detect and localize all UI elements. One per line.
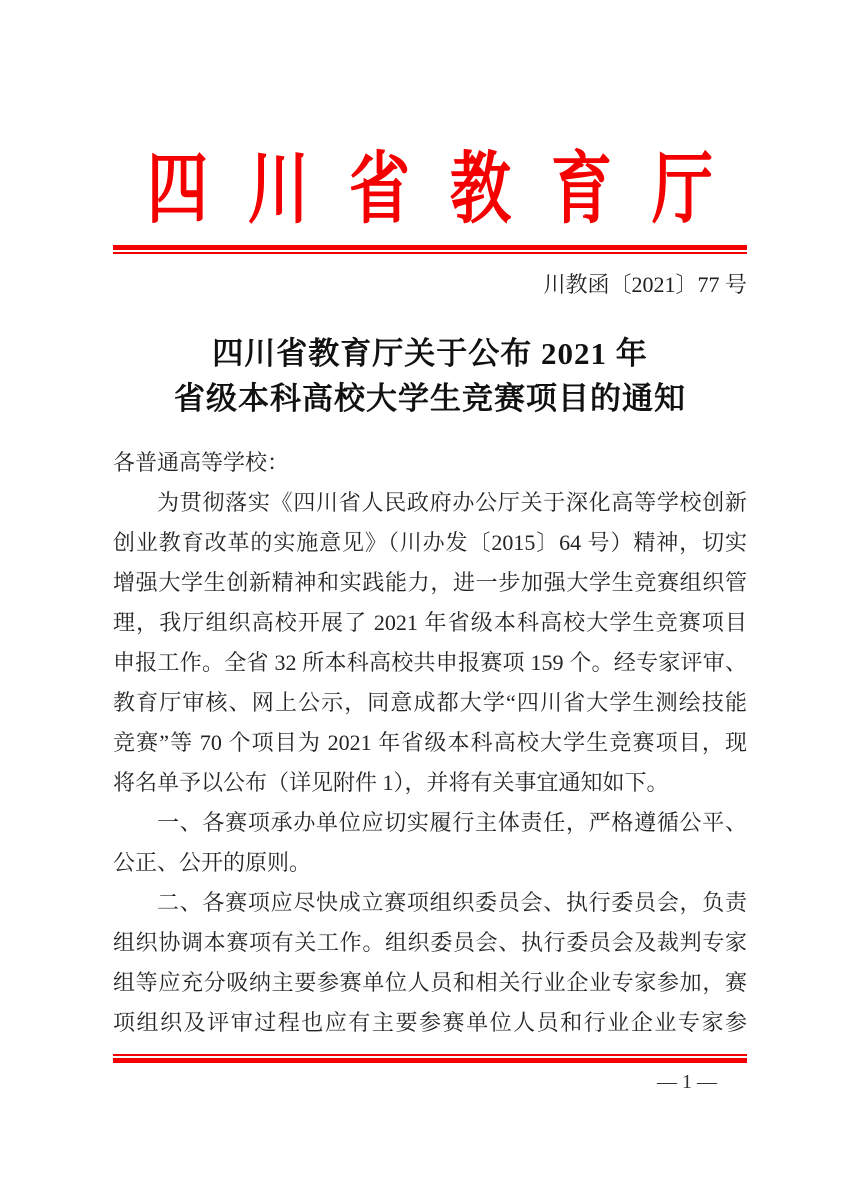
- body-line: 公正、公开的原则。: [113, 850, 312, 875]
- body-line: 组织协调本赛项有关工作。组织委员会、执行委员会及裁判专家: [113, 930, 747, 955]
- red-rule-thick-line: [113, 1058, 747, 1063]
- document-number: 川教函〔2021〕77 号: [543, 272, 747, 297]
- body-line: 申报工作。全省 32 所本科高校共申报赛项 159 个。经专家评审、: [113, 650, 747, 675]
- body-line-salutation: 各普通高等学校：: [113, 450, 290, 475]
- body-line: 竞赛”等 70 个项目为 2021 年省级本科高校大学生竞赛项目，现: [113, 730, 747, 755]
- letterhead-agency-name: [113, 140, 753, 242]
- red-rule-thin-line: [113, 252, 747, 254]
- body-line: 教育厅审核、网上公示，同意成都大学“四川省大学生测绘技能: [113, 690, 747, 715]
- body-line: 增强大学生创新精神和实践能力，进一步加强大学生竞赛组织管: [113, 570, 747, 595]
- body-line: 创业教育改革的实施意见》（川办发〔2015〕64 号）精神，切实: [113, 530, 747, 555]
- body-line: 项组织及评审过程也应有主要参赛单位人员和行业企业专家参: [113, 1010, 747, 1035]
- letterhead-red-rule: [113, 245, 747, 254]
- notice-title: [93, 331, 767, 421]
- body-line-item-1: 一、各赛项承办单位应切实履行主体责任，严格遵循公平、: [157, 810, 747, 835]
- footer-red-rule: [113, 1054, 747, 1063]
- body-line: 组等应充分吸纳主要参赛单位人员和相关行业企业专家参加，赛: [113, 970, 747, 995]
- notice-title-line2: 省级本科高校大学生竞赛项目的通知: [174, 381, 686, 416]
- notice-title-line1: 四川省教育厅关于公布 2021 年: [212, 336, 648, 371]
- body-line-item-2: 二、各赛项应尽快成立赛项组织委员会、执行委员会，负责: [157, 890, 747, 915]
- body-line: 将名单予以公布（详见附件 1），并将有关事宜通知如下。: [113, 770, 669, 795]
- letterhead-agency-text: 四川省教育厅: [146, 147, 753, 234]
- notice-body: [113, 443, 747, 1043]
- body-line: 理，我厅组织高校开展了 2021 年省级本科高校大学生竞赛项目: [113, 610, 747, 635]
- body-line: 为贯彻落实《四川省人民政府办公厅关于深化高等学校创新: [157, 490, 747, 515]
- page-number: — 1 —: [657, 1071, 717, 1093]
